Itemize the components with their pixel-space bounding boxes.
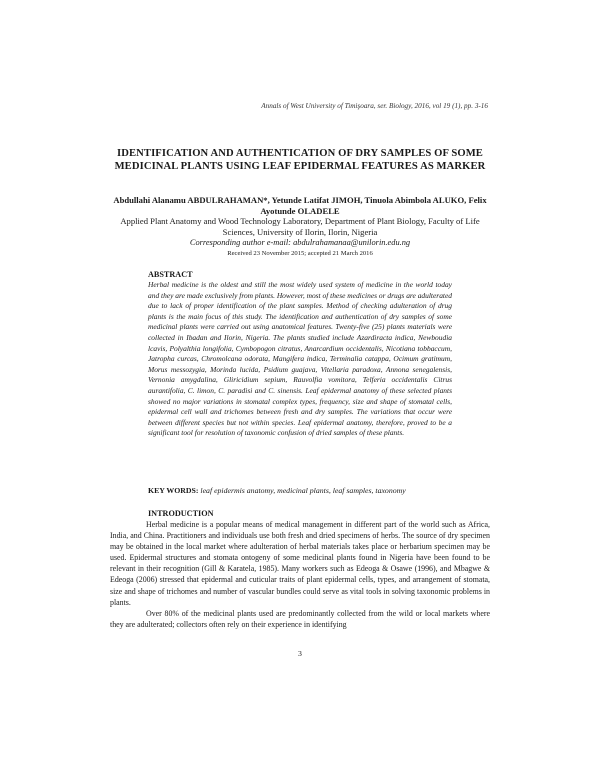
page-number: 3 <box>298 649 302 658</box>
affiliation: Applied Plant Anatomy and Wood Technology Laboratory, Department of Plant Biology, Faculty of Life Sciences, University of Ilorin, Ilorin, Nigeria <box>120 216 480 237</box>
paragraph: Over 80% of the medicinal plants used are predominantly collected from the wild or local markets where they are adulterated; collectors often rely on their experience in identifying <box>110 608 490 629</box>
abstract-heading: ABSTRACT <box>148 270 193 279</box>
keywords-label: KEY WORDS: <box>148 486 199 495</box>
paragraph: Herbal medicine is a popular means of medical management in different part of the world such as Africa, India, and China. Practitioners and individuals use both fresh and dried specimens of herbs. The source of dry specimen may be obtained in the local market where adulteration of herbal materials takes place or herbarium specimen may be used. Epidermal structures and stomata ontogeny of some medicinal plants found in Nigeria have been found to be relevant in their recognition (Gill & Karatela, 1985). Many workers such as Edeoga & Osawe (1996), and Mbagwe & Edeoga (2006) stressed that epidermal and cuticular traits of plant epidermal cells, types, and arrangement of stomata, size and shape of trichomes and number of vascular bundles could serve as vital tools in solving taxonomic problems in plants. <box>110 520 490 607</box>
corresponding-author: Corresponding author e-mail: abdulrahamanaa@unilorin.edu.ng <box>189 238 411 247</box>
paper-title: IDENTIFICATION AND AUTHENTICATION OF DRY SAMPLES OF SOME MEDICINAL PLANTS USING LEAF EPIDERMAL FEATURES AS MARKER <box>114 148 486 172</box>
keywords-text: leaf epidermis anatomy, medicinal plants, leaf samples, taxonomy <box>198 486 406 495</box>
keywords <box>148 486 452 496</box>
received-dates: Received 23 November 2015; accepted 21 March 2016 <box>227 250 373 257</box>
abstract-text: Herbal medicine is the oldest and still the most widely used system of medicine in the world today and they are made exclusively from plants. However, most of these medicines or drugs are adulterated due to lack of proper identification of the plant samples. Method of checking adulteration of drug plants is the main focus of this study. The identification and authentication of dry samples of some medicinal plants were carried out using anatomical features. Twenty-five (25) plants materials were collected in Ibadan and Ilorin, Nigeria. The plants studied include Azardiracta indica, Newboudia lcavis, Polyalthia longifolia, Cymbopogon citratus, Anarcardium occidentalis, Nicotiana tobbaccum, Jatropha curcas, Chromolcana odorata, Mangifera indica, Terminalia catappa, Ocimum gratimum, Morus messozygia, Morinda lucida, Psidium guajava, Vitellaria paradoxa, Annona senegalensis, Vernonia amygdalina, Gliricidium sepium, Rauvolfia vomitora, Telferia occidentalis Citrus aurantifolia, C. limon, C. paradisi and C. sinensis. Leaf epidermal anatomy of these selected plants showed no major variations in stomatal complex types, frequency, size and shape of stomatal cells, epidermal cell wall and trichomes between fresh and dry samples. The variations that occur were between different species but not within species. Leaf epidermal anatomy, therefore, proved to be a significant tool for resolution of taxonomic confusion of dried samples of these plants. <box>148 280 452 438</box>
introduction-heading: INTRODUCTION <box>148 509 214 518</box>
author-list: Abdullahi Alanamu ABDULRAHAMAN*, Yetunde Latifat JIMOH, Tinuola Abimbola ALUKO, Felix Ayotunde OLADELE <box>113 195 487 216</box>
introduction-body <box>110 519 490 630</box>
journal-citation: Annals of West University of Timişoara, ser. Biology, 2016, vol 19 (1), pp. 3-16 <box>261 102 488 110</box>
